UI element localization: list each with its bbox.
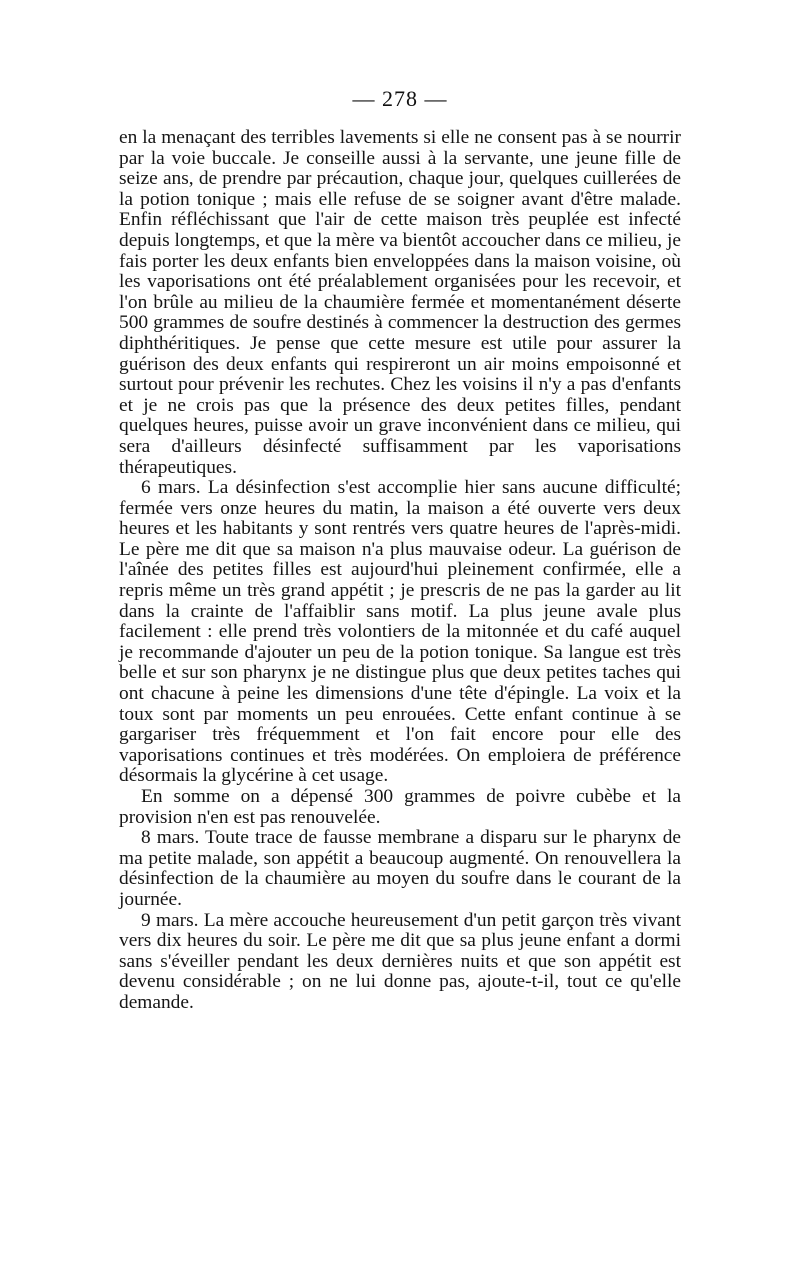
paragraph-6-mars: 6 mars. La désinfection s'est accomplie hier sans aucune difficulté; fermée vers onze heures du matin, la maison a été ouverte vers deux heures et les habitants y sont rentrés vers quatre heures de l'après-midi. Le père me dit que sa maison n'a plus mauvaise odeur. La guérison de l'aînée des petites filles est aujourd'hui pleinement confirmée, elle a repris même un très grand appétit ; je prescris de ne pas la garder au lit dans la crainte de l'affaiblir sans motif. La plus jeune avale plus facilement : elle prend très volontiers de la mitonnée et du café auquel je recommande d'ajouter un peu de la potion tonique. Sa langue est très belle et sur son pharynx je ne distingue plus que deux petites taches qui ont chacune à peine les dimensions d'une tête d'épingle. La voix et la toux sont par moments un peu enrouées. Cette enfant continue à se gargariser très fréquemment et l'on fait encore pour elle des vaporisations continues et très modérées. On emploiera de préférence désormais la glycérine à cet usage.	[119, 477, 681, 787]
paragraph-en-somme: En somme on a dépensé 300 grammes de poivre cubèbe et la provision n'en est pas renouvelée.	[119, 786, 681, 828]
paragraph-continuation: en la menaçant des terribles lavements si elle ne consent pas à se nourrir par la voie buccale. Je conseille aussi à la servante, une jeune fille de seize ans, de prendre par précaution, chaque jour, quelques cuillerées de la potion tonique ; mais elle refuse de se soigner avant d'être malade. Enfin réfléchissant que l'air de cette maison très peuplée est infecté depuis longtemps, et que la mère va bientôt accoucher dans ce milieu, je fais porter les deux enfants bien enveloppées dans la maison voisine, où les vaporisations ont été préalablement organisées pour les recevoir, et l'on brûle au milieu de la chaumière fermée et momentanément déserte 500 grammes de soufre destinés à commencer la destruction des germes diphthéritiques. Je pense que cette mesure est utile pour assurer la guérison des deux enfants qui respireront un air moins empoisonné et surtout pour prévenir les rechutes. Chez les voisins il n'y a pas d'enfants et je ne crois pas que la présence des deux petites filles, pendant quelques heures, puisse avoir un grave inconvénient dans ce milieu, qui sera d'ailleurs désinfecté suffisamment par les vaporisations thérapeutiques.	[119, 127, 681, 478]
paragraph-9-mars: 9 mars. La mère accouche heureusement d'un petit garçon très vivant vers dix heures du soir. Le père me dit que sa plus jeune enfant a dormi sans s'éveiller pendant les deux dernières nuits et que son appétit est devenu considérable ; on ne lui donne pas, ajoute-t-il, tout ce qu'elle demande.	[119, 909, 681, 1013]
paragraph-8-mars: 8 mars. Toute trace de fausse membrane a disparu sur le pharynx de ma petite malade, son appétit a beaucoup augmenté. On renouvellera la désinfection de la chaumière au moyen du soufre dans le courant de la journée.	[119, 827, 681, 910]
body-text	[119, 128, 681, 1014]
page-number: — 278 —	[352, 86, 448, 111]
